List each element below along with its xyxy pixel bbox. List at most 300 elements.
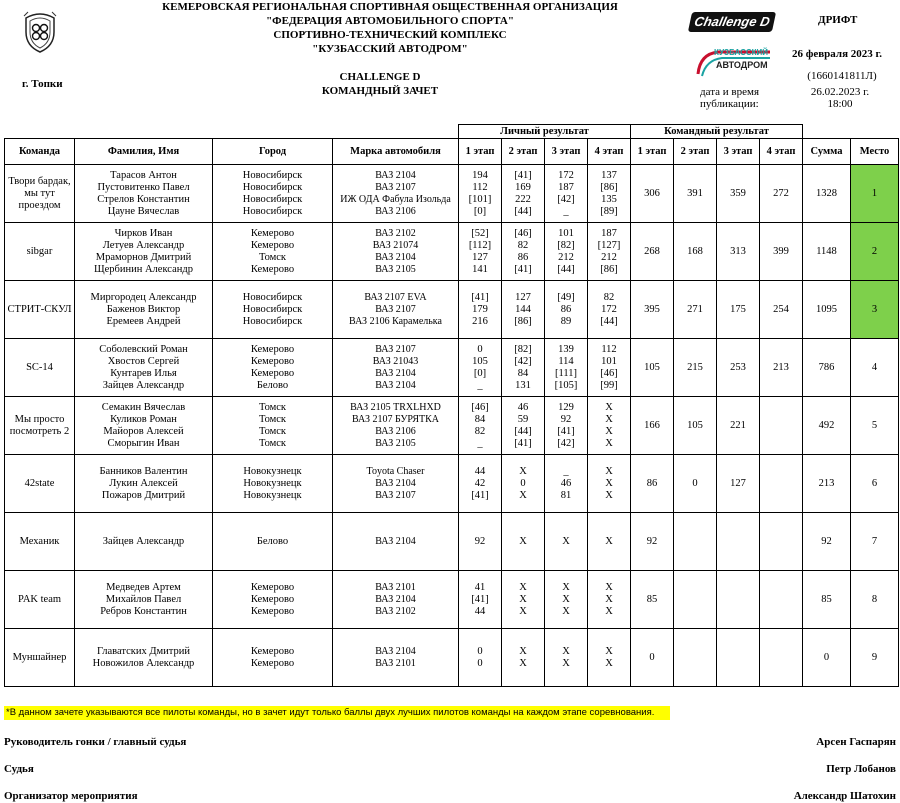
team-stage-3	[717, 571, 760, 629]
personal-stage-3-line: 81	[560, 489, 572, 501]
team-stage-2: 215	[674, 339, 717, 397]
autodrom-logo-text: АВТОДРОМ	[716, 60, 768, 70]
team-stage-2	[674, 513, 717, 571]
team-place: 3	[851, 281, 899, 339]
personal-stage-4-line: 82	[603, 291, 615, 303]
team-stage-1: 268	[631, 223, 674, 281]
team-stage-3: 127	[717, 455, 760, 513]
team-total: 1095	[803, 281, 851, 339]
personal-stage-2-line: 169	[515, 181, 531, 193]
driver-name-line: Миргородец Александр	[90, 291, 197, 303]
personal-stage-3-line: [41]	[557, 425, 575, 437]
column-header: 2 этап	[674, 139, 717, 165]
driver-city-line: Кемерово	[250, 581, 295, 593]
driver-name-line: Пожаров Дмитрий	[101, 489, 186, 501]
personal-stage-4-line: X	[605, 581, 613, 593]
team-row	[5, 281, 899, 339]
personal-stage-3-line: 114	[558, 355, 574, 367]
publication-label: дата и время публикации:	[700, 86, 760, 110]
personal-stage-4	[588, 571, 631, 629]
personal-stage-4-line: [86]	[600, 181, 618, 193]
car-model-line: ВАЗ 2104	[375, 169, 416, 181]
personal-stage-4-line: 137	[601, 169, 617, 181]
driver-name-line: Щербинин Александр	[94, 263, 193, 275]
personal-stage-4-line: 135	[601, 193, 617, 205]
event-date: 26 февраля 2023 г.	[792, 48, 883, 60]
team-stage-3: 175	[717, 281, 760, 339]
team-name: Муншайнер	[5, 629, 75, 687]
personal-stage-2-line: [41]	[514, 437, 532, 449]
driver-name	[75, 571, 213, 629]
personal-stage-2-line: [82]	[514, 343, 532, 355]
column-header: Фамилия, Имя	[75, 139, 213, 165]
driver-city-line: Кемерово	[250, 239, 295, 251]
car-model	[333, 455, 459, 513]
personal-stage-3	[545, 571, 588, 629]
personal-stage-3-line: X	[562, 645, 570, 657]
team-row	[5, 165, 899, 223]
personal-stage-1	[459, 339, 502, 397]
car-model-line: ВАЗ 2105	[375, 437, 416, 449]
team-stage-4: 399	[760, 223, 803, 281]
driver-city-line: Кемерово	[250, 263, 295, 275]
event-code: (1660141811Л)	[807, 70, 877, 82]
team-place: 8	[851, 571, 899, 629]
car-model-line: ВАЗ 2104	[375, 251, 416, 263]
personal-stage-1-line: _	[477, 437, 483, 449]
driver-name-line: Майоров Алексей	[103, 425, 184, 437]
personal-stage-1-line: [41]	[471, 489, 489, 501]
team-row	[5, 629, 899, 687]
personal-stage-1-line: 105	[472, 355, 488, 367]
team-stage-3: 253	[717, 339, 760, 397]
car-model-line: ВАЗ 2104	[375, 477, 416, 489]
driver-name-line: Зайцев Александр	[102, 535, 185, 547]
team-stage-1: 92	[631, 513, 674, 571]
personal-stage-2-line: 46	[517, 401, 529, 413]
team-total: 0	[803, 629, 851, 687]
personal-stage-1-line: 216	[472, 315, 488, 327]
driver-city-line: Новосибирск	[242, 181, 303, 193]
column-header: 3 этап	[545, 139, 588, 165]
driver-city-line: Кемерово	[250, 593, 295, 605]
personal-stage-1-line: 84	[474, 413, 486, 425]
personal-stage-1	[459, 281, 502, 339]
driver-city	[213, 513, 333, 571]
car-model-line: ВАЗ 2101	[375, 581, 416, 593]
personal-stage-4-line: X	[605, 605, 613, 617]
personal-stage-4	[588, 455, 631, 513]
personal-stage-1-line: 41	[474, 581, 486, 593]
personal-stage-1-line: [41]	[471, 593, 489, 605]
car-model-line: ВАЗ 2104	[375, 535, 416, 547]
driver-city-line: Кемерово	[250, 367, 295, 379]
personal-stage-4-line: 101	[601, 355, 617, 367]
team-place: 4	[851, 339, 899, 397]
personal-stage-2-line: 84	[517, 367, 529, 379]
personal-stage-4-line: 172	[601, 303, 617, 315]
team-stage-3: 313	[717, 223, 760, 281]
personal-stage-1-line: 0	[477, 645, 483, 657]
personal-stage-4-line: 187	[601, 227, 617, 239]
team-row	[5, 571, 899, 629]
team-total: 1328	[803, 165, 851, 223]
personal-stage-3-line: X	[562, 581, 570, 593]
driver-name	[75, 397, 213, 455]
personal-stage-1-line: _	[477, 379, 483, 391]
team-stage-2	[674, 571, 717, 629]
signature-name: Петр Лобанов	[826, 763, 896, 775]
city: г. Топки	[22, 78, 63, 90]
team-stage-2: 271	[674, 281, 717, 339]
team-name: PAK team	[5, 571, 75, 629]
team-stage-3	[717, 629, 760, 687]
personal-stage-3-line: 92	[560, 413, 572, 425]
personal-result-header: Личный результат	[459, 125, 631, 139]
challenge-logo: Challenge D	[688, 12, 776, 32]
team-place: 1	[851, 165, 899, 223]
team-total: 213	[803, 455, 851, 513]
driver-name-line: Новожилов Александр	[92, 657, 195, 669]
driver-name-line: Сморыгин Иван	[107, 437, 180, 449]
personal-stage-2	[502, 165, 545, 223]
signature-name: Александр Шатохин	[793, 790, 896, 802]
personal-stage-2-line: 127	[515, 291, 531, 303]
team-stage-2: 105	[674, 397, 717, 455]
personal-stage-2	[502, 281, 545, 339]
personal-stage-3-line: 172	[558, 169, 574, 181]
personal-stage-4-line: 112	[601, 343, 617, 355]
driver-city-line: Кемерово	[250, 355, 295, 367]
personal-stage-3-line: 46	[560, 477, 572, 489]
car-model	[333, 339, 459, 397]
personal-stage-4-line: [99]	[600, 379, 618, 391]
column-header: 2 этап	[502, 139, 545, 165]
driver-city-line: Новосибирск	[242, 205, 303, 217]
personal-stage-4	[588, 281, 631, 339]
personal-stage-2-line: X	[519, 489, 527, 501]
personal-stage-2	[502, 629, 545, 687]
column-header: 4 этап	[588, 139, 631, 165]
car-model	[333, 629, 459, 687]
personal-stage-2-line: [44]	[514, 205, 532, 217]
car-model-line: ВАЗ 2104	[375, 367, 416, 379]
driver-name-line: Главатских Дмитрий	[97, 645, 190, 657]
column-header: 4 этап	[760, 139, 803, 165]
car-model-line: Toyota Chaser	[366, 465, 425, 477]
discipline: ДРИФТ	[818, 14, 858, 26]
personal-stage-2-line: 222	[515, 193, 531, 205]
personal-stage-2-line: [41]	[514, 263, 532, 275]
team-place: 6	[851, 455, 899, 513]
driver-name	[75, 455, 213, 513]
car-model-line: ВАЗ 2107 EVA	[364, 291, 427, 303]
driver-city	[213, 165, 333, 223]
personal-stage-2	[502, 397, 545, 455]
column-header: Команда	[5, 139, 75, 165]
personal-stage-2	[502, 513, 545, 571]
personal-stage-3-line: 139	[558, 343, 574, 355]
series-name: CHALLENGE D	[339, 71, 421, 83]
org-line: КЕМЕРОВСКАЯ РЕГИОНАЛЬНАЯ СПОРТИВНАЯ ОБЩЕСТВЕННАЯ ОРГАНИЗАЦИЯ	[162, 1, 618, 13]
personal-stage-1-line: 141	[472, 263, 488, 275]
team-results-table	[4, 124, 899, 687]
federation-emblem	[22, 10, 58, 54]
personal-stage-2-line: X	[519, 657, 527, 669]
driver-city-line: Новосибирск	[242, 303, 303, 315]
signature-role: Организатор мероприятия	[4, 790, 138, 802]
team-result-header: Командный результат	[631, 125, 803, 139]
personal-stage-3-line: [82]	[557, 239, 575, 251]
personal-stage-1-line: 44	[474, 465, 486, 477]
driver-name-line: Медведев Артем	[106, 581, 181, 593]
team-total: 1148	[803, 223, 851, 281]
car-model-line: ВАЗ 2107	[375, 489, 416, 501]
team-stage-1: 86	[631, 455, 674, 513]
team-name: SC-14	[5, 339, 75, 397]
column-header: Марка автомобиля	[333, 139, 459, 165]
personal-stage-1	[459, 513, 502, 571]
personal-stage-3	[545, 513, 588, 571]
driver-city-line: Кемерово	[250, 343, 295, 355]
personal-stage-1-line: [46]	[471, 401, 489, 413]
signature-role: Судья	[4, 763, 34, 775]
driver-name-line: Зайцев Александр	[102, 379, 185, 391]
org-line: СПОРТИВНО-ТЕХНИЧЕСКИЙ КОМПЛЕКС	[273, 29, 507, 41]
car-model-line: ВАЗ 2106	[375, 425, 416, 437]
personal-stage-4-line: X	[605, 465, 613, 477]
personal-stage-4-line: X	[605, 657, 613, 669]
driver-city-line: Новокузнецк	[243, 465, 302, 477]
personal-stage-2-line: [44]	[514, 425, 532, 437]
car-model-line: ИЖ ОДА Фабула Изольда	[340, 193, 451, 205]
personal-stage-1	[459, 165, 502, 223]
driver-name	[75, 629, 213, 687]
driver-name	[75, 165, 213, 223]
driver-name	[75, 339, 213, 397]
personal-stage-4-line: [89]	[600, 205, 618, 217]
personal-stage-4-line: X	[605, 425, 613, 437]
personal-stage-3-line: [49]	[557, 291, 575, 303]
car-model-line: ВАЗ 2106 Карамелька	[349, 315, 442, 327]
team-place: 5	[851, 397, 899, 455]
car-model	[333, 223, 459, 281]
organization-header	[150, 0, 630, 56]
car-model-line: ВАЗ 2106	[375, 205, 416, 217]
team-name: Мы просто посмотреть 2	[5, 397, 75, 455]
driver-name	[75, 223, 213, 281]
personal-stage-3-line: X	[562, 605, 570, 617]
team-total: 786	[803, 339, 851, 397]
personal-stage-1-line: 42	[474, 477, 486, 489]
personal-stage-3	[545, 455, 588, 513]
personal-stage-3-line: X	[562, 593, 570, 605]
car-model-line: ВАЗ 21074	[372, 239, 419, 251]
column-header: Место	[851, 139, 899, 165]
driver-city	[213, 281, 333, 339]
driver-name	[75, 513, 213, 571]
personal-stage-3-line: X	[562, 657, 570, 669]
driver-name-line: Стрелов Константин	[97, 193, 190, 205]
team-row	[5, 339, 899, 397]
personal-stage-1-line: [0]	[473, 205, 487, 217]
team-stage-1: 395	[631, 281, 674, 339]
driver-name-line: Цауне Вячеслав	[107, 205, 180, 217]
personal-stage-2	[502, 455, 545, 513]
team-name: СТРИТ-СКУЛ	[5, 281, 75, 339]
column-header: Сумма	[803, 139, 851, 165]
signature-role: Руководитель гонки / главный судья	[4, 736, 187, 748]
personal-stage-3-line: 129	[558, 401, 574, 413]
personal-stage-1-line: [0]	[473, 367, 487, 379]
car-model	[333, 281, 459, 339]
driver-city-line: Новосибирск	[242, 169, 303, 181]
personal-stage-1-line: 82	[474, 425, 486, 437]
personal-stage-4	[588, 629, 631, 687]
team-stage-4: 213	[760, 339, 803, 397]
personal-stage-4-line: [86]	[600, 263, 618, 275]
report-title	[300, 70, 460, 98]
personal-stage-1-line: [101]	[468, 193, 492, 205]
driver-city-line: Кемерово	[250, 227, 295, 239]
personal-stage-1	[459, 223, 502, 281]
driver-name-line: Мраморнов Дмитрий	[95, 251, 192, 263]
personal-stage-2-line: [42]	[514, 355, 532, 367]
personal-stage-3	[545, 165, 588, 223]
personal-stage-3	[545, 397, 588, 455]
driver-city-line: Новокузнецк	[243, 489, 302, 501]
personal-stage-4-line: X	[605, 645, 613, 657]
driver-name-line: Ребров Константин	[100, 605, 187, 617]
driver-name-line: Михайлов Павел	[105, 593, 182, 605]
personal-stage-1	[459, 571, 502, 629]
driver-city-line: Белово	[256, 535, 289, 547]
driver-city-line: Белово	[256, 379, 289, 391]
team-stage-4	[760, 397, 803, 455]
driver-city	[213, 455, 333, 513]
team-total: 492	[803, 397, 851, 455]
car-model-line: ВАЗ 21043	[372, 355, 419, 367]
driver-city-line: Томск	[258, 413, 287, 425]
personal-stage-2	[502, 223, 545, 281]
personal-stage-2-line: X	[519, 605, 527, 617]
driver-name-line: Куликов Роман	[110, 413, 177, 425]
personal-stage-2-line: X	[519, 593, 527, 605]
column-header: 1 этап	[631, 139, 674, 165]
driver-city-line: Томск	[258, 425, 287, 437]
personal-stage-3-line: X	[562, 535, 570, 547]
personal-stage-1-line: 44	[474, 605, 486, 617]
personal-stage-1-line: 92	[474, 535, 486, 547]
signature-name: Арсен Гаспарян	[816, 736, 896, 748]
car-model	[333, 165, 459, 223]
personal-stage-1-line: 127	[472, 251, 488, 263]
car-model-line: ВАЗ 2104	[375, 645, 416, 657]
personal-stage-2-line: 144	[515, 303, 531, 315]
personal-stage-3-line: [44]	[557, 263, 575, 275]
driver-name-line: Банников Валентин	[99, 465, 188, 477]
personal-stage-2-line: 0	[520, 477, 526, 489]
personal-stage-3-line: _	[563, 205, 569, 217]
personal-stage-4	[588, 165, 631, 223]
driver-city-line: Кемерово	[250, 605, 295, 617]
scoring-notice: *В данном зачете указываются все пилоты команды, но в зачет идут только баллы двух лучших пилотов команды на каждом этапе соревнования.	[4, 706, 670, 720]
car-model-line: ВАЗ 2104	[375, 593, 416, 605]
team-row	[5, 223, 899, 281]
driver-city-line: Кемерово	[250, 645, 295, 657]
team-row	[5, 397, 899, 455]
team-stage-1: 0	[631, 629, 674, 687]
personal-stage-2-line: X	[519, 645, 527, 657]
car-model-line: ВАЗ 2107	[375, 303, 416, 315]
personal-stage-2-line: X	[519, 465, 527, 477]
personal-stage-4-line: [46]	[600, 367, 618, 379]
team-stage-1: 166	[631, 397, 674, 455]
team-stage-2: 168	[674, 223, 717, 281]
car-model-line: ВАЗ 2107 БУРЯТКА	[351, 413, 440, 425]
personal-stage-1	[459, 629, 502, 687]
kuzbass-autodrom-logo	[694, 44, 774, 80]
driver-name-line: Летуев Александр	[102, 239, 185, 251]
car-model-line: ВАЗ 2102	[375, 605, 416, 617]
personal-stage-4	[588, 513, 631, 571]
team-stage-4: 272	[760, 165, 803, 223]
driver-city-line: Новосибирск	[242, 315, 303, 327]
personal-stage-2-line: [86]	[514, 315, 532, 327]
car-model-line: ВАЗ 2105 TRXLHXD	[350, 401, 441, 413]
personal-stage-3-line: 89	[560, 315, 572, 327]
personal-stage-4-line: X	[605, 593, 613, 605]
personal-stage-3-line: 101	[558, 227, 574, 239]
personal-stage-2-line: 86	[517, 251, 529, 263]
car-model-line: ВАЗ 2107	[375, 343, 416, 355]
personal-stage-2-line: 82	[517, 239, 529, 251]
driver-name-line: Тарасов Антон	[110, 169, 177, 181]
personal-stage-1-line: 0	[477, 343, 483, 355]
driver-city	[213, 629, 333, 687]
personal-stage-1-line: [112]	[468, 239, 492, 251]
driver-city	[213, 339, 333, 397]
personal-stage-4-line: [127]	[597, 239, 621, 251]
driver-city	[213, 397, 333, 455]
car-model-line: ВАЗ 2101	[375, 657, 416, 669]
team-row	[5, 455, 899, 513]
car-model-line: ВАЗ 2107	[375, 181, 416, 193]
team-stage-2	[674, 629, 717, 687]
personal-stage-3	[545, 339, 588, 397]
driver-city	[213, 223, 333, 281]
driver-city-line: Новосибирск	[242, 193, 303, 205]
driver-city-line: Кемерово	[250, 657, 295, 669]
driver-name-line: Пустовитенко Павел	[97, 181, 190, 193]
publication-time: 18:00	[827, 98, 853, 110]
team-stage-2: 391	[674, 165, 717, 223]
personal-stage-2-line: 59	[517, 413, 529, 425]
team-place: 9	[851, 629, 899, 687]
personal-stage-3-line: _	[563, 465, 569, 477]
personal-stage-3-line: [42]	[557, 437, 575, 449]
team-name: sibgar	[5, 223, 75, 281]
driver-city-line: Томск	[258, 251, 287, 263]
personal-stage-4-line: X	[605, 413, 613, 425]
personal-stage-2	[502, 571, 545, 629]
column-headers	[5, 139, 899, 165]
car-model-line: ВАЗ 2105	[375, 263, 416, 275]
car-model-line: ВАЗ 2102	[375, 227, 416, 239]
personal-stage-3	[545, 629, 588, 687]
team-name: Механик	[5, 513, 75, 571]
team-name: 42state	[5, 455, 75, 513]
